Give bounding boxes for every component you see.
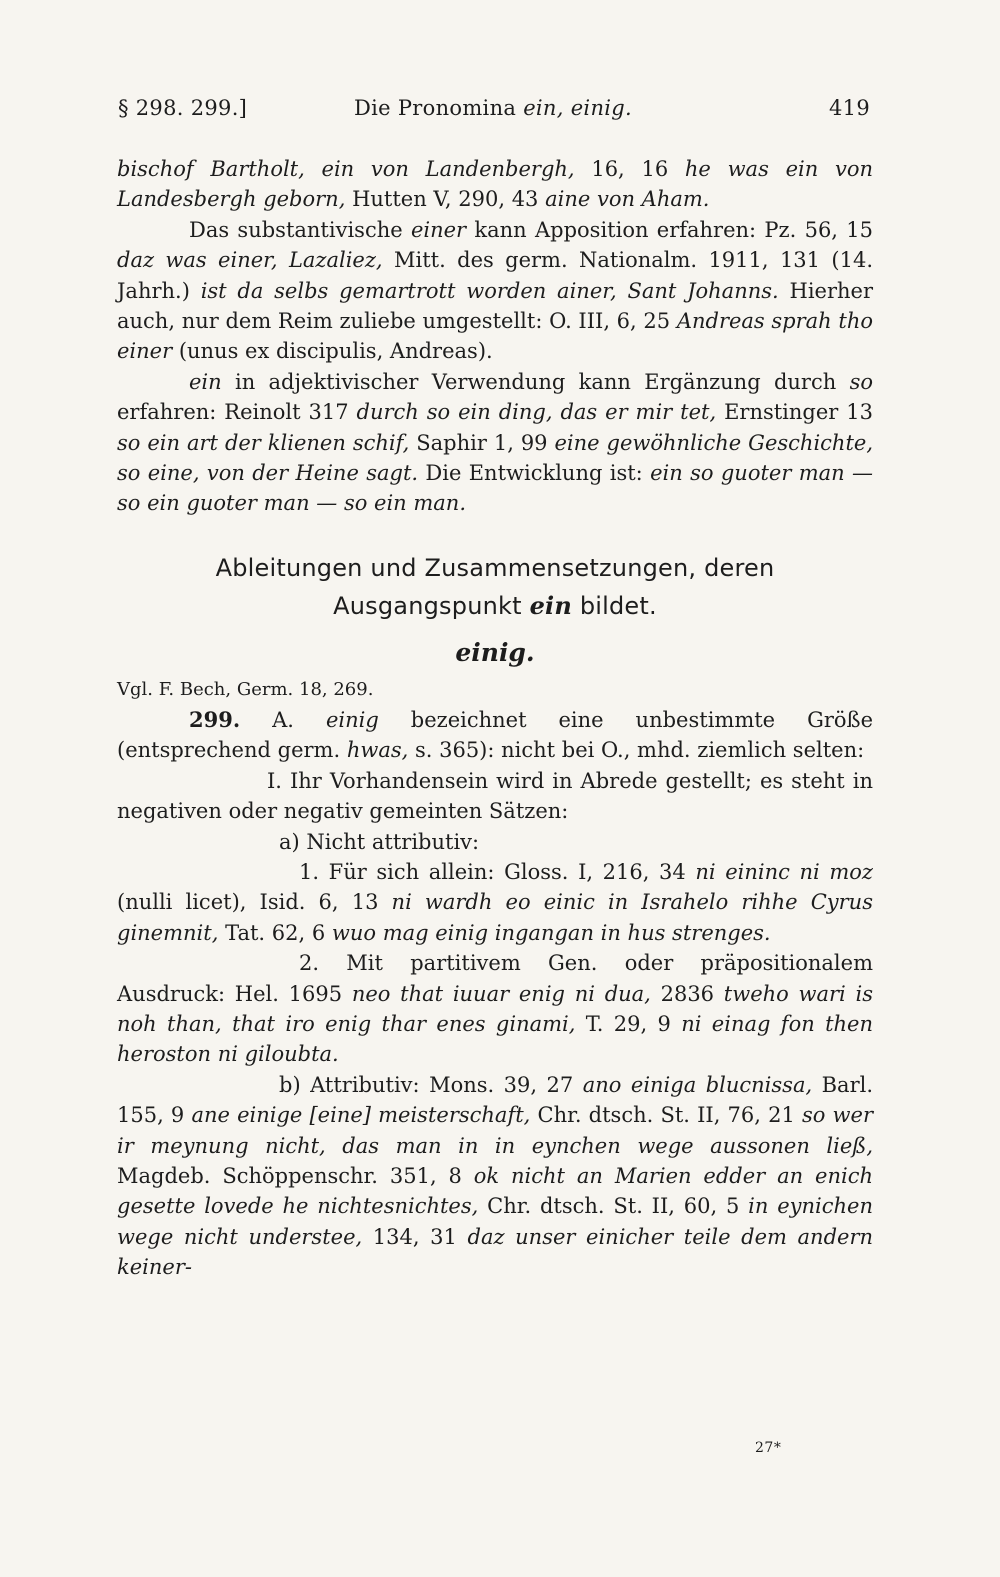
reference-note: Vgl. F. Bech, Germ. 18, 269. [117, 678, 374, 700]
paragraph-2: Das substantivische einer kann Apposition erfahren: Pz. 56, 15 daz was einer, Lazaliez, Mitt. des germ. Nationalm. 1911, 131 (14. Jahrh.) ist da selbs gemartrott worden ainer, Sant Johanns. Hierher auch, nur dem Reim zuliebe umgestellt: O. III, 6, 25 Andreas sprah tho einer (unus ex discipulis, Andreas). [117, 217, 873, 364]
section-299: 299. A. einig bezeichnet eine unbestimmte Größe (entsprechend germ. hwas, s. 365): nicht bei O., mhd. ziemlich selten: [117, 706, 873, 763]
section-heading [117, 549, 873, 625]
paragraph-1: bischof Bartholt, ein von Landenbergh, 16, 16 he was ein von Landesbergh geborn, Hutten V, 290, 43 aine von Aham. [117, 157, 874, 212]
section-heading-line-1: Ableitungen und Zusammensetzungen, deren [215, 553, 775, 582]
running-header [118, 96, 874, 136]
subheading-einig: einig. [455, 637, 535, 667]
subpoint-b: b) Attributiv: Mons. 39, 27 ano einiga blucnissa, Barl. 155, 9 ane einige [eine] meisterschaft, Chr. dtsch. St. II, 76, 21 so wer ir meynung nicht, das man in in eynchen wege aussonen ließ, Magdeb. Schöppenschr. 351, 8 ok nicht an Marien edder an enich gesette lovede he nichtesnichtes, Chr. dtsch. St. II, 60, 5 in eynichen wege nicht understee, 134, 31 daz unser einicher teile dem andern keiner- [117, 1072, 874, 1280]
item-1: 1. Für sich allein: Gloss. I, 216, 34 ni eininc ni moz (nulli licet), Isid. 6, 13 ni wardh eo einic in Israhelo rihhe Cyrus ginemnit, Tat. 62, 6 wuo mag einig ingangan in hus strenges. [117, 859, 873, 945]
roman-point-1: I. Ihr Vorhandensein wird in Abrede gestellt; es steht in negativen oder negativ gemeinten Sätzen: [117, 768, 873, 824]
section-number: 299. [189, 706, 241, 732]
section-heading-line-2: Ausgangspunkt ein bildet. [333, 590, 657, 620]
page-body [117, 154, 873, 1283]
page-number: 419 [829, 96, 870, 120]
signature-mark: 27* [755, 1440, 782, 1456]
running-title: Die Pronomina ein, einig. [354, 96, 633, 120]
section-range: § 298. 299.] [118, 96, 248, 120]
subpoint-a: a) Nicht attributiv: [279, 829, 480, 854]
paragraph-3: ein in adjektivischer Verwendung kann Ergänzung durch so erfahren: Reinolt 317 durch so ein ding, das er mir tet, Ernstinger 13 so ein art der klienen schif, Saphir 1, 99 eine gewöhnliche Geschichte, so eine, von der Heine sagt. Die Entwicklung ist: ein so guoter man — so ein guoter man — so ein man. [117, 369, 873, 516]
item-2: 2. Mit partitivem Gen. oder präpositionalem Ausdruck: Hel. 1695 neo that iuuar enig ni dua, 2836 tweho wari is noh than, that iro enig thar enes ginami, T. 29, 9 ni einag fon then heroston ni giloubta. [117, 951, 874, 1067]
